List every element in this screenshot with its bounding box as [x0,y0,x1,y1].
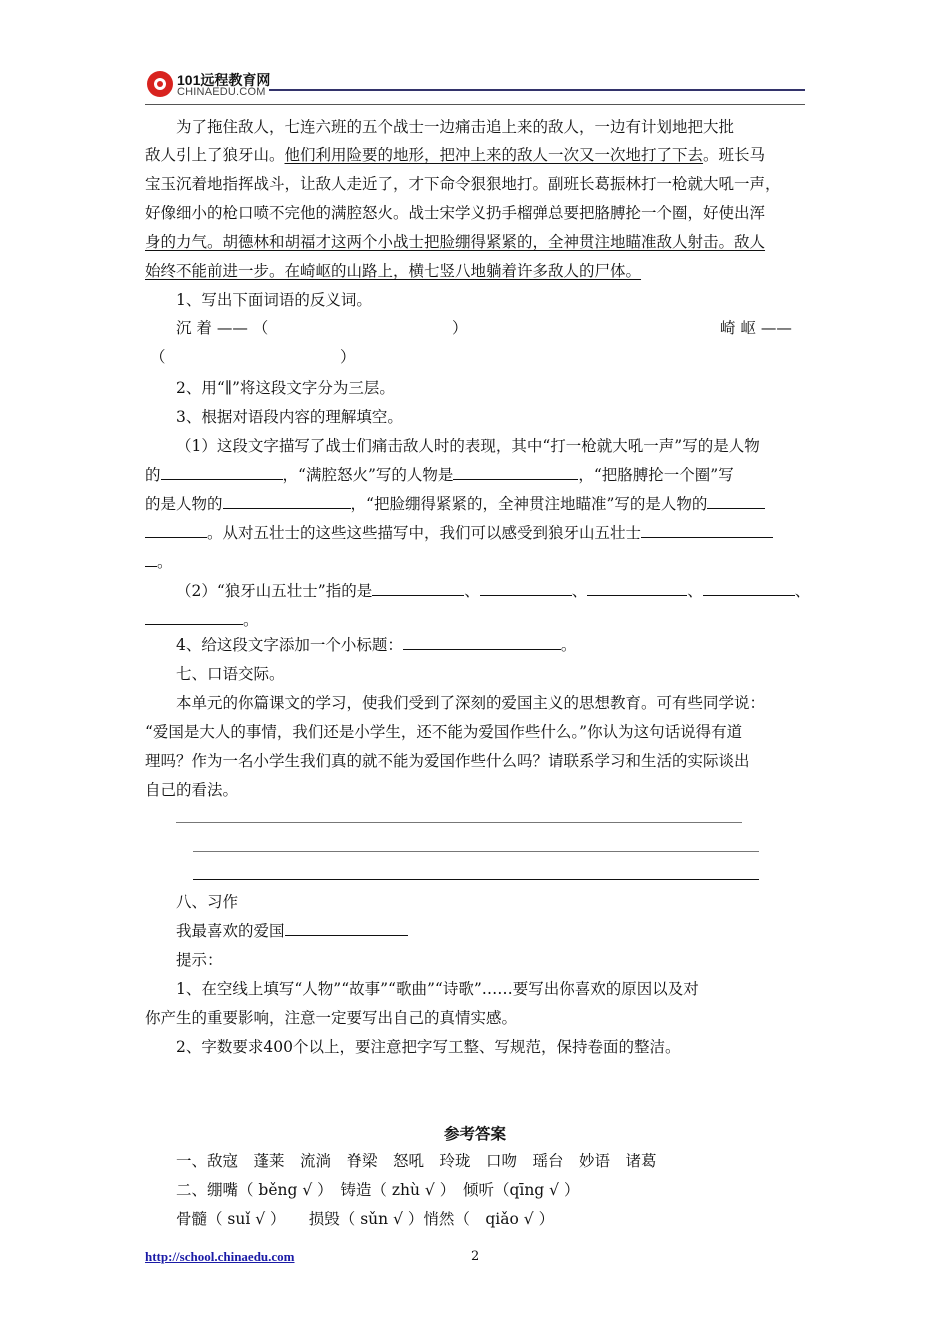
page-number: 2 [471,1249,480,1264]
s7-line-2: “爱国是大人的事情，我们还是小学生，还不能为爱国作些什么。”你认为这句话说得有道 [145,723,743,741]
antonym-1-prompt: 沉 着 —— （ [176,319,269,337]
section-7-title: 七、口语交际。 [176,665,285,683]
q3-text: ，“满腔怒火”写的人物是 [282,466,454,484]
writing-line-1[interactable] [176,822,742,823]
underlined-sentence: 他们利用险要的地形，把冲上来的敌人一次又一次地打了下去 [284,146,704,164]
topic-blank[interactable] [285,918,408,936]
q3-text: 的是人物的 [145,495,223,513]
passage-line-3: 宝玉沉着地指挥战斗，让敌人走近了，才下命令狠狠地打。副班长葛振林打一枪就大吼一声， [145,175,781,193]
passage-line-4: 好像细小的枪口喷不完他的满腔怒火。战士宋学义扔手榴弹总要把胳膊抡一个圈，好使出浑 [145,204,766,222]
answer-blank[interactable] [587,578,687,596]
answer-blank[interactable] [145,520,207,538]
s7-line-4: 自己的看法。 [145,781,239,799]
separator: 、 [571,582,588,600]
q3-text: ，“把胳膊抡一个圈”写 [578,466,734,484]
q3-title: 3、根据对语段内容的理解填空。 [176,408,403,426]
subtitle-blank[interactable] [403,632,561,650]
passage-text: 。班长马 [703,146,766,164]
hint-1-line-2: 你产生的重要影响，注意一定要写出自己的真情实感。 [145,1009,518,1027]
s7-line-3: 理吗？作为一名小学生我们真的就不能为爱国作些什么吗？请联系学习和生活的实际谈出 [145,752,750,770]
logo-text-top: 101远程教育网 [177,72,271,88]
q3-1-line-1: （1）这段文字描写了战士们痛击敌人时的表现，其中“打一枪就大吼一声”写的是人物 [176,437,760,455]
essay-topic-line [145,917,841,945]
separator: 、 [687,582,703,600]
answer-blank[interactable] [703,578,795,596]
answer-blank[interactable] [480,578,572,596]
answer-blank[interactable] [707,491,765,509]
q4-line [145,631,841,659]
antonym-2-open: （ [150,348,166,366]
q3-2-line-2 [145,606,810,634]
q3-1-line-3 [145,490,810,518]
q2-text: 2、用“∥”将这段文字分为三层。 [176,379,395,397]
answer-line-1: 一、敌寇 蓬莱 流淌 脊梁 怒吼 玲珑 口吻 瑶台 妙语 诸葛 [176,1152,657,1170]
underlined-sentence: 始终不能前进一步。在崎岖的山路上，横七竖八地躺着许多敌人的尸体。 [145,262,642,280]
header-rule [269,89,805,91]
q1-title: 1、写出下面词语的反义词。 [176,291,372,309]
q3-1-line-5 [145,548,810,576]
answer-line-2: 二、绷嘴（ běng √ ） 铸造（ zhù √ ） 倾听（qīng √ ） [176,1181,580,1199]
hint-2: 2、字数要求400个以上，要注意把字写工整、写规范，保持卷面的整洁。 [176,1038,681,1056]
underlined-sentence: 身的力气。胡德林和胡福才这两个小战士把脸绷得紧紧的，全神贯注地瞄准敌人射击。 [145,233,735,251]
s7-line-1: 本单元的你篇课文的学习，使我们受到了深刻的爱国主义的思想教育。可有些同学说： [176,694,766,712]
answer-blank[interactable] [223,491,351,509]
underlined-sentence: 敌人 [734,233,766,251]
separator: 、 [464,582,480,600]
q3-text: ，“把脸绷得紧紧的，全神贯注地瞄准”写的是人物的 [350,495,708,513]
q3-1-line-2 [145,461,810,489]
passage-line-1: 为了拖住敌人，七连六班的五个战士一边痛击追上来的敌人，一边有计划地把大批 [176,118,735,136]
q3-text: 。从对五壮士的这些这些描写中，我们可以感受到狼牙山五壮士 [207,524,642,542]
answer-blank[interactable] [145,607,243,625]
essay-topic: 我最喜欢的爱国 [176,922,285,940]
answer-blank[interactable] [145,549,157,567]
section-8-title: 八、习作 [176,893,239,911]
hint-1-line-1: 1、在空线上填写“人物”“故事”“歌曲”“诗歌”……要写出你喜欢的原因以及对 [176,980,699,998]
q4-end: 。 [560,636,577,654]
q3-text: 。 [243,611,259,629]
footer-link[interactable]: http://school.chinaedu.com [145,1249,295,1264]
writing-line-3[interactable] [193,879,759,880]
answer-blank[interactable] [641,520,773,538]
logo-dot [157,81,163,87]
antonym-2-close: ） [340,348,356,366]
q3-text: 。 [157,553,173,571]
answers-title: 参考答案 [443,1124,506,1143]
writing-line-2[interactable] [193,851,759,852]
answer-blank[interactable] [453,462,578,480]
answer-line-3: 骨髓（ suǐ √ ） 损毁（ sǔn √ ）悄然（ qiǎo √ ） [176,1210,555,1228]
antonym-2-prompt: 崎 岖 —— [720,319,792,337]
q3-text: （2）“狼牙山五壮士”指的是 [176,582,373,600]
q3-text: 的 [145,466,161,484]
logo-text-bottom: CHINAEDU.COM [177,86,266,98]
passage-text: 敌人引上了狼牙山。 [145,146,285,164]
header-rule-thin [145,104,805,105]
antonym-1-close: ） [452,319,468,337]
passage-line-6 [145,257,810,285]
passage-line-5 [145,228,810,256]
q3-2-line-1 [145,577,841,605]
answer-blank[interactable] [372,578,464,596]
answer-blank[interactable] [161,462,283,480]
q3-1-line-4 [145,519,810,547]
passage-line-2 [145,141,810,169]
q4-text: 4、给这段文字添加一个小标题： [176,636,403,654]
hint-label: 提示： [176,951,223,969]
separator: 、 [794,582,811,600]
